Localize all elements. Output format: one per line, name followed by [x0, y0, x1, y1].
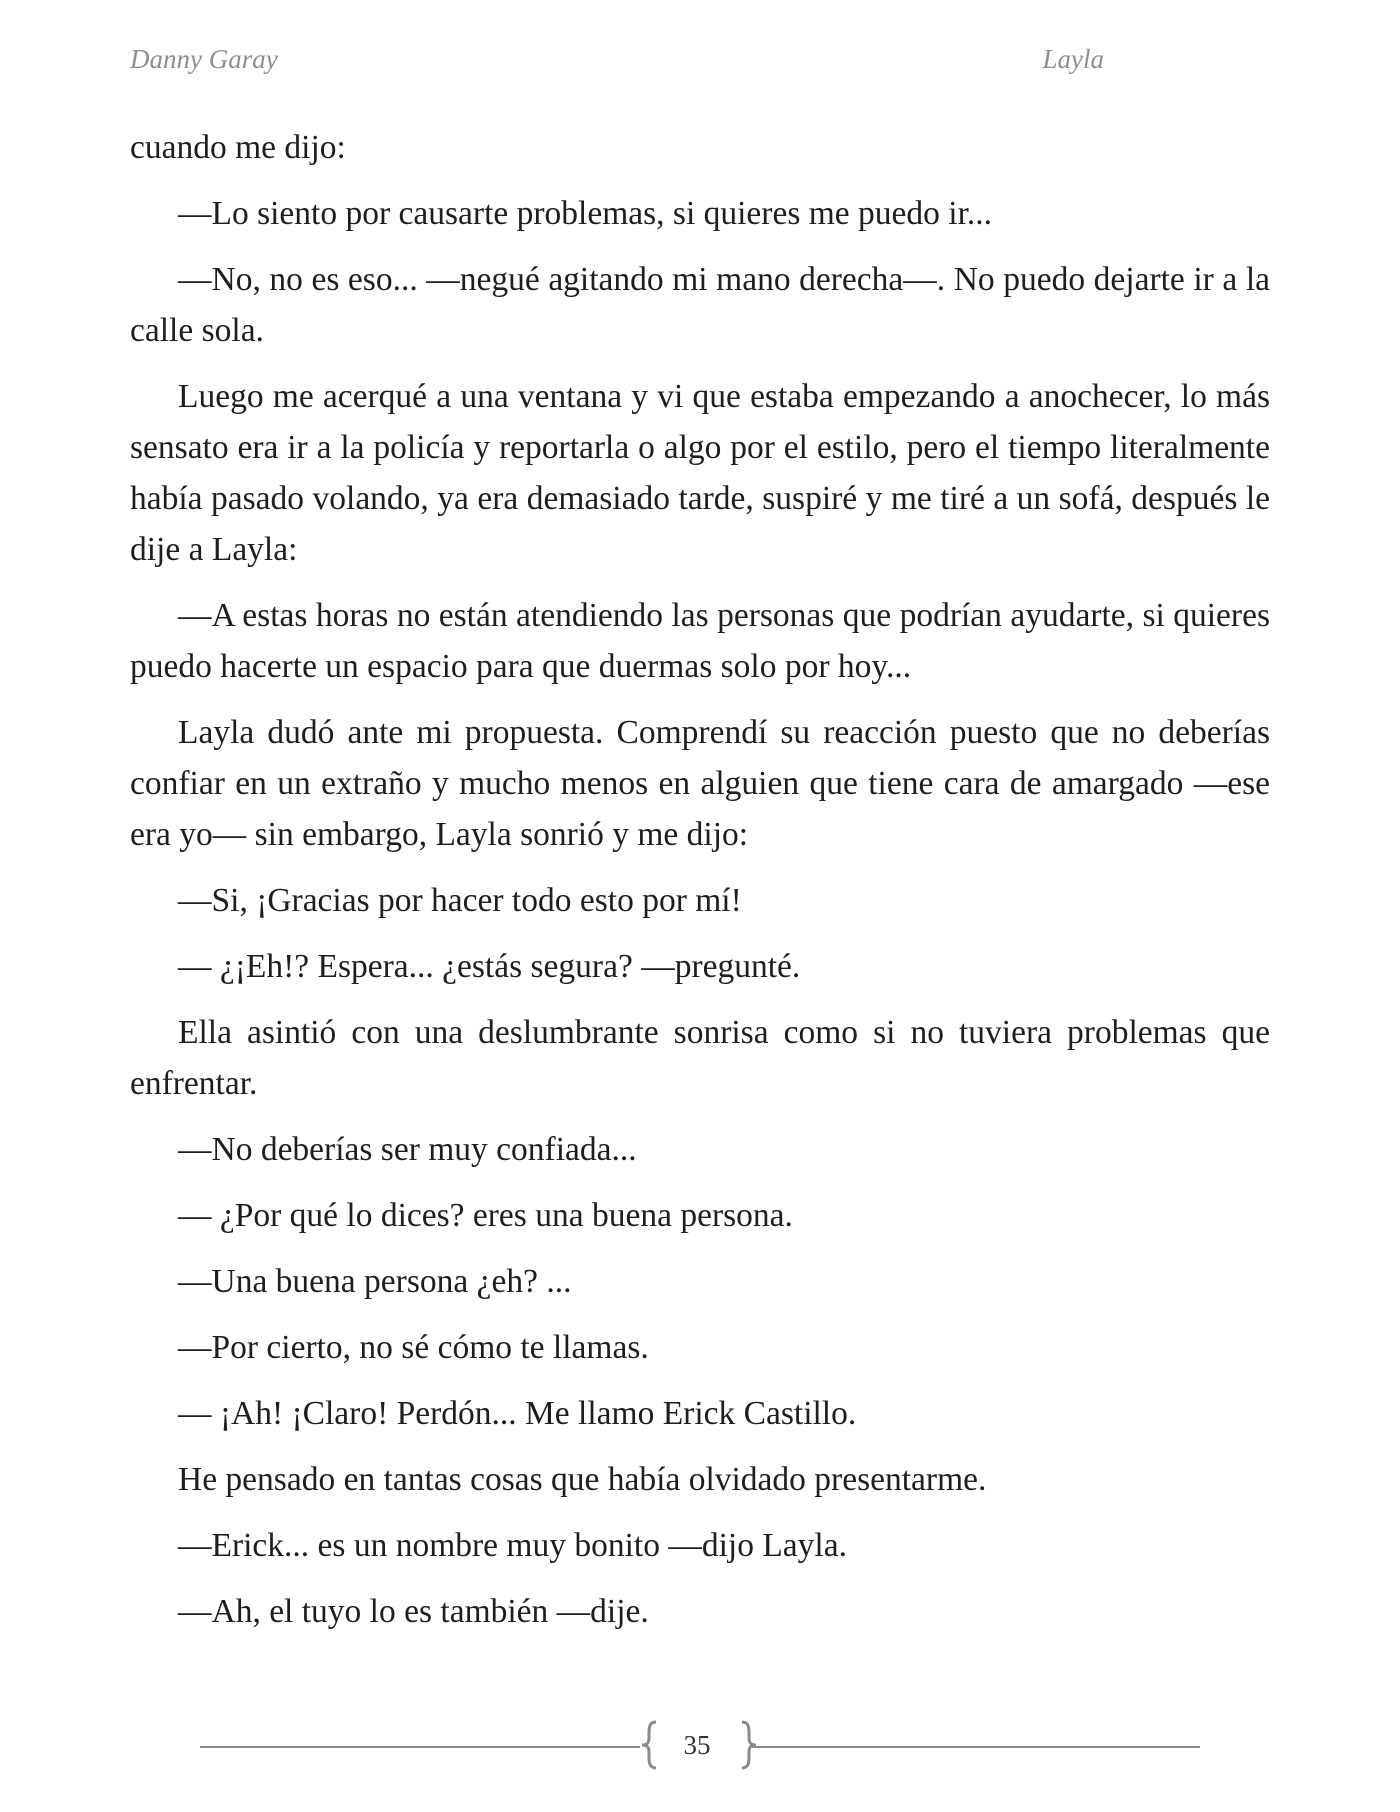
paragraph: Luego me acerqué a una ventana y vi que estaba empezando a anochecer, lo más sensato era ir a la policía y reportarla o algo por el estilo, pero el tiempo literalmente había pasado volando, ya era demasiado tarde, suspiré y me tiré a un sofá, después le dije a Layla: — [130, 378, 1270, 568]
paragraph: —Por cierto, no sé cómo te llamas. — [178, 1329, 649, 1366]
footer-rule-right — [752, 1746, 1200, 1748]
page-body — [130, 122, 1270, 1652]
header-author: Danny Garay — [130, 44, 278, 74]
paragraph: — ¿¡Eh!? Espera... ¿estás segura? —pregunté. — [178, 948, 801, 985]
paragraph: —Ah, el tuyo lo es también —dije. — [178, 1593, 649, 1630]
paragraph: —No deberías ser muy confiada... — [178, 1131, 637, 1168]
page-footer — [200, 1718, 1200, 1774]
paragraph: Ella asintió con una deslumbrante sonrisa como si no tuviera problemas que enfrentar. — [130, 1014, 1270, 1102]
paragraph: —No, no es eso... —negué agitando mi mano derecha—. No puedo dejarte ir a la calle sola. — [130, 261, 1270, 349]
header-book-title: Layla — [1042, 44, 1104, 74]
paragraph: —A estas horas no están atendiendo las personas que podrían ayudarte, si quieres puedo hacerte un espacio para que duermas solo por hoy... — [130, 597, 1270, 685]
paragraph: — ¿Por qué lo dices? eres una buena persona. — [178, 1197, 793, 1234]
footer-rule-left — [200, 1746, 640, 1748]
paragraph: — ¡Ah! ¡Claro! Perdón... Me llamo Erick Castillo. — [178, 1395, 857, 1432]
paragraph: —Lo siento por causarte problemas, si quieres me puedo ir... — [178, 195, 993, 232]
running-header — [130, 44, 1270, 80]
paragraph: Layla dudó ante mi propuesta. Comprendí su reacción puesto que no deberías confiar en un extraño y mucho menos en alguien que tiene cara de amargado —ese era yo— sin embargo, Layla sonrió y me dijo: — [130, 714, 1270, 853]
left-brace-icon — [638, 1720, 662, 1770]
right-brace-icon — [736, 1720, 760, 1770]
paragraph: —Erick... es un nombre muy bonito —dijo Layla. — [178, 1527, 847, 1564]
paragraph: —Una buena persona ¿eh? ... — [178, 1263, 572, 1300]
paragraph: He pensado en tantas cosas que había olvidado presentarme. — [178, 1461, 987, 1498]
paragraph: cuando me dijo: — [130, 129, 346, 166]
page-number: 35 — [683, 1730, 711, 1760]
paragraph: —Si, ¡Gracias por hacer todo esto por mí! — [178, 882, 742, 919]
